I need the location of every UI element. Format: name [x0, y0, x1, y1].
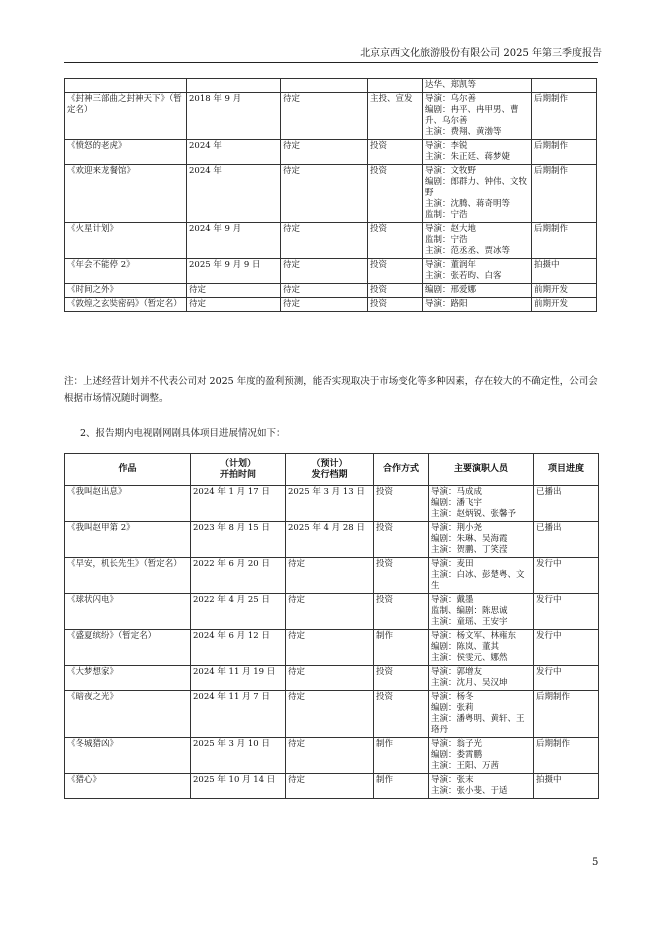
cell-work: 《早安，机长先生》（暂定名）: [65, 558, 191, 594]
crew-line: 主演：白冰、彭楚粤、文生: [431, 570, 525, 591]
page-number: 5: [592, 857, 599, 868]
cell-crew: [429, 666, 534, 691]
col-header-schedule-line1: （预计）: [311, 458, 348, 469]
cell-schedule: [281, 79, 368, 93]
cell-progress: 后期制作: [534, 738, 599, 774]
cell-schedule: 待定: [286, 630, 374, 666]
cell-mode: 投资: [374, 691, 429, 738]
cell-progress: 已播出: [534, 522, 599, 558]
cell-date: [187, 79, 281, 93]
cell-progress: 前期开发: [532, 298, 597, 312]
crew-line: 编剧：陈岚、董其: [431, 642, 500, 652]
col-header-date-line2: 开拍时间: [219, 469, 256, 480]
cell-date: 2022 年 4 月 25 日: [191, 594, 286, 630]
cell-schedule: 待定: [286, 666, 374, 691]
cell-work: 《愤怒的老虎》: [65, 140, 187, 165]
cell-progress: 后期制作: [534, 691, 599, 738]
cell-mode: 投资: [374, 594, 429, 630]
col-header-schedule-line2: 发行档期: [311, 469, 348, 480]
cell-crew: [423, 284, 532, 298]
cell-work: 《我叫赵甲第 2》: [65, 522, 191, 558]
crew-line: 监制、编剧：陈思诚: [431, 606, 508, 616]
crew-line: 编剧：邢爱娜: [425, 285, 477, 295]
cell-crew: [423, 165, 532, 223]
cell-date: 2024 年 11 月 19 日: [191, 666, 286, 691]
cell-date: 2022 年 6 月 20 日: [191, 558, 286, 594]
cell-schedule: 待定: [281, 93, 368, 140]
cell-work: 《封神三部曲之封神天下》（暂定名）: [65, 93, 187, 140]
table-row: [65, 284, 597, 298]
cell-mode: 投资: [374, 558, 429, 594]
cell-mode: 制作: [374, 738, 429, 774]
table-row: [65, 738, 599, 774]
cell-schedule: 待定: [281, 284, 368, 298]
crew-line: 导演：李锐: [425, 141, 468, 151]
cell-mode: 投资: [374, 486, 429, 522]
cell-mode: 制作: [374, 630, 429, 666]
col-header-work: 作品: [65, 454, 191, 486]
crew-line: 编剧：冉平、冉甲男、曹升、乌尔善: [425, 105, 519, 126]
table-row: [65, 522, 599, 558]
cell-schedule: 待定: [286, 558, 374, 594]
cell-schedule: 待定: [286, 738, 374, 774]
cell-crew: [429, 691, 534, 738]
cell-date: 2025 年 9 月 9 日: [187, 259, 281, 284]
crew-line: 主演：沈腾、蒋奇明等: [425, 199, 511, 209]
crew-line: 主演：张若昀、白客: [425, 271, 502, 281]
cell-work: 《年会不能停 2》: [65, 259, 187, 284]
cell-crew: [423, 79, 532, 93]
cell-progress: 已播出: [534, 486, 599, 522]
cell-date: 2024 年 6 月 12 日: [191, 630, 286, 666]
crew-line: 主演：贺鹏、丁笑滢: [431, 545, 508, 555]
tv-projects-table: [64, 453, 599, 799]
col-header-mode: 合作方式: [374, 454, 429, 486]
page-header: 北京京西文化旅游股份有限公司 2025 年第三季度报告: [360, 48, 602, 59]
cell-crew: [429, 738, 534, 774]
cell-work: 《大梦想家》: [65, 666, 191, 691]
cell-work: 《时间之外》: [65, 284, 187, 298]
cell-date: 2025 年 3 月 10 日: [191, 738, 286, 774]
section-title: 2、报告期内电视剧网剧具体项目进展情况如下：: [80, 428, 286, 439]
table-row: [65, 223, 597, 259]
col-header-progress: 项目进度: [534, 454, 599, 486]
cell-date: 2024 年: [187, 140, 281, 165]
cell-mode: 主投、宣发: [368, 93, 423, 140]
cell-work: 《暗夜之光》: [65, 691, 191, 738]
crew-line: 主演：朱正廷、蒋梦婕: [425, 152, 511, 162]
cell-schedule: 2025 年 4 月 28 日: [286, 522, 374, 558]
crew-line: 导演：路阳: [425, 299, 468, 309]
cell-crew: [423, 140, 532, 165]
cell-date: 2023 年 8 月 15 日: [191, 522, 286, 558]
cell-progress: 后期制作: [532, 223, 597, 259]
cell-work: 《欢迎来龙餐馆》: [65, 165, 187, 223]
table-row: [65, 774, 599, 799]
cell-work: [65, 79, 187, 93]
table-row: [65, 630, 599, 666]
cell-progress: 拍摄中: [532, 259, 597, 284]
table-row: [65, 298, 597, 312]
cell-crew: [429, 486, 534, 522]
crew-line: 导演：张末: [431, 775, 474, 785]
crew-line: 主演：童瑶、王安宇: [431, 617, 508, 627]
cell-schedule: 待定: [281, 259, 368, 284]
cell-crew: [429, 522, 534, 558]
crew-line: 导演：马成成: [431, 487, 483, 497]
cell-work: 《球状闪电》: [65, 594, 191, 630]
cell-crew: [429, 594, 534, 630]
cell-schedule: 待定: [281, 223, 368, 259]
table-row: [65, 486, 599, 522]
cell-progress: 发行中: [534, 558, 599, 594]
cell-schedule: 待定: [281, 165, 368, 223]
table-row: [65, 93, 597, 140]
cell-date: 2024 年 9 月: [187, 223, 281, 259]
crew-line: 导演：麦田: [431, 559, 474, 569]
crew-line: 编剧：娄霄鹏: [431, 750, 483, 760]
crew-line: 编剧：潘飞宇: [431, 498, 483, 508]
crew-line: 主演：侯雯元、娜然: [431, 653, 508, 663]
col-header-schedule: [286, 454, 374, 486]
cell-date: 2024 年: [187, 165, 281, 223]
crew-line: 编剧：张莉: [431, 703, 474, 713]
cell-crew: [429, 774, 534, 799]
cell-crew: [423, 259, 532, 284]
cell-mode: 投资: [368, 140, 423, 165]
cell-crew: [429, 630, 534, 666]
crew-line: 主演：张小斐、于适: [431, 786, 508, 796]
cell-work: 《敦煌之玄奘密码》（暂定名）: [65, 298, 187, 312]
cell-progress: 拍摄中: [534, 774, 599, 799]
crew-line: 主演：潘粤明、黄轩、王珞丹: [431, 714, 525, 735]
cell-work: 《猎心》: [65, 774, 191, 799]
table-row: [65, 79, 597, 93]
cell-crew: [423, 298, 532, 312]
cell-schedule: 待定: [286, 691, 374, 738]
cell-mode: [368, 79, 423, 93]
cell-date: 2024 年 11 月 7 日: [191, 691, 286, 738]
crew-line: 导演：杨文军、林雍东: [431, 631, 517, 641]
crew-line: 编剧：郎群力、钟伟、文牧野: [425, 177, 528, 198]
crew-line: 主演：沈月、吴汉坤: [431, 678, 508, 688]
cell-work: 《我叫赵出息》: [65, 486, 191, 522]
cell-date: 2024 年 1 月 17 日: [191, 486, 286, 522]
cell-schedule: 2025 年 3 月 13 日: [286, 486, 374, 522]
crew-line: 主演：范丞丞、贾冰等: [425, 246, 511, 256]
cell-progress: 后期制作: [532, 165, 597, 223]
crew-line: 监制：宁浩: [425, 235, 468, 245]
crew-line: 导演：赵大地: [425, 224, 477, 234]
cell-crew: [429, 558, 534, 594]
cell-date: 待定: [187, 284, 281, 298]
cell-crew: [423, 223, 532, 259]
cell-mode: 投资: [374, 666, 429, 691]
cell-progress: 发行中: [534, 666, 599, 691]
crew-line: 导演：郭增友: [431, 667, 483, 677]
col-header-crew: 主要演职人员: [429, 454, 534, 486]
table-row: [65, 594, 599, 630]
table-row: [65, 558, 599, 594]
cell-date: 2025 年 10 月 14 日: [191, 774, 286, 799]
film-projects-table: [64, 78, 597, 312]
cell-date: 2018 年 9 月: [187, 93, 281, 140]
crew-line: 编剧：朱琳、吴海霞: [431, 534, 508, 544]
crew-line: 监制：宁浩: [425, 210, 468, 220]
table-row: [65, 165, 597, 223]
crew-line: 导演：董润年: [425, 260, 477, 270]
header-rule: [64, 62, 598, 63]
cell-work: 《冬城猎凶》: [65, 738, 191, 774]
crew-line: 导演：翁子光: [431, 739, 483, 749]
crew-line: 达华、郑凯等: [425, 80, 477, 90]
crew-line: 导演：杨冬: [431, 692, 474, 702]
cell-schedule: 待定: [281, 298, 368, 312]
crew-line: 主演：赵炳锐、张馨予: [431, 509, 517, 519]
cell-mode: 投资: [368, 298, 423, 312]
cell-crew: [423, 93, 532, 140]
crew-line: 导演：乌尔善: [425, 94, 477, 104]
cell-mode: 投资: [374, 522, 429, 558]
cell-schedule: 待定: [286, 594, 374, 630]
crew-line: 导演：文牧野: [425, 166, 477, 176]
table-row: [65, 666, 599, 691]
cell-mode: 投资: [368, 165, 423, 223]
table-header-row: [65, 454, 599, 486]
crew-line: 主演：王阳、万茜: [431, 761, 500, 771]
footnote: 注：上述经营计划并不代表公司对 2025 年度的盈利预测，能否实现取决于市场变化等多种因素，存在较大的不确定性，公司会根据市场情况随时调整。: [64, 376, 598, 404]
cell-mode: 投资: [368, 284, 423, 298]
cell-schedule: 待定: [286, 774, 374, 799]
table-row: [65, 691, 599, 738]
table-row: [65, 259, 597, 284]
col-header-date-line1: （计划）: [219, 458, 256, 469]
cell-progress: 发行中: [534, 630, 599, 666]
cell-date: 待定: [187, 298, 281, 312]
crew-line: 导演：荆小尧: [431, 523, 483, 533]
cell-work: 《盛夏缤纷》（暂定名）: [65, 630, 191, 666]
cell-mode: 投资: [368, 259, 423, 284]
cell-work: 《火星计划》: [65, 223, 187, 259]
cell-progress: 发行中: [534, 594, 599, 630]
cell-progress: 后期制作: [532, 140, 597, 165]
crew-line: 主演：费翔、黄渤等: [425, 127, 502, 137]
cell-schedule: 待定: [281, 140, 368, 165]
cell-progress: 前期开发: [532, 284, 597, 298]
cell-progress: 后期制作: [532, 93, 597, 140]
cell-progress: [532, 79, 597, 93]
table-row: [65, 140, 597, 165]
cell-mode: 投资: [368, 223, 423, 259]
cell-mode: 制作: [374, 774, 429, 799]
crew-line: 导演：戴墨: [431, 595, 474, 605]
col-header-date: [191, 454, 286, 486]
